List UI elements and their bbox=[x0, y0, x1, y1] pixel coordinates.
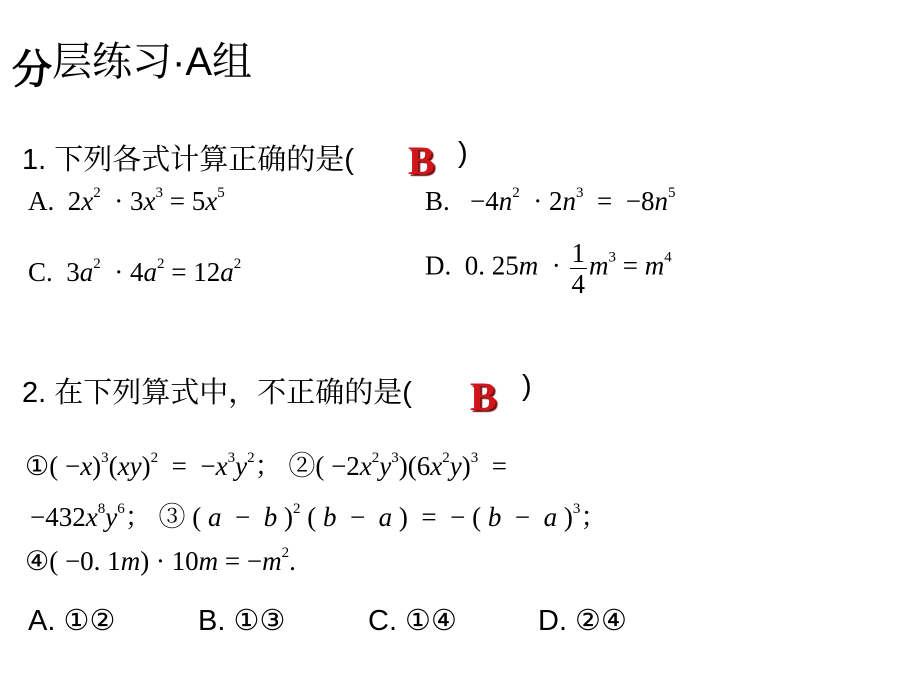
q1-option-c-label: C. bbox=[28, 257, 53, 287]
q1-close-paren: ) bbox=[458, 137, 468, 169]
q1-option-a: A. $2x^2 \cdot 3x^3 = 5x^5$ bbox=[28, 185, 225, 216]
q1-option-b: B. $-4n^2 \cdot 2n^3 = -8n^5$ bbox=[425, 185, 676, 216]
title-first-char: 分 bbox=[12, 48, 52, 92]
q1-stem-text: 1. 下列各式计算正确的是( bbox=[22, 144, 354, 176]
q2-answer: B bbox=[470, 374, 497, 419]
q1-option-c: C. $3a^2 \cdot 4a^2 = 12a^2$ bbox=[28, 256, 242, 287]
q2-expr-line-3: ④( −0. $1m) \cdot 10m = -m^2$. bbox=[25, 545, 296, 576]
q2-choice-a: A. ①② bbox=[28, 605, 116, 637]
q2-expr-line-1: ①( $-x)^3(xy)^2 = -x^3y^2$； ②( $-2x^2y^3)(6x^2y)^3$ = bbox=[25, 450, 507, 481]
q2-stem bbox=[22, 370, 412, 411]
q2-choice-d: D. ②④ bbox=[538, 605, 628, 637]
q1-stem bbox=[22, 137, 354, 178]
q1-option-a-label: A. bbox=[28, 186, 55, 216]
fraction-one-quarter: $\frac{1}{4}$ bbox=[571, 238, 585, 299]
q2-close-paren: ) bbox=[522, 370, 532, 402]
q1-answer: B bbox=[408, 138, 435, 183]
q2-choice-b: B. ①③ bbox=[198, 605, 286, 637]
page-title bbox=[12, 30, 252, 90]
q2-choice-c: C. ①④ bbox=[368, 605, 458, 637]
q2-expr-line-2: $-432x^8y^6$； ③ ( a − b )$^2$ ( b − a ) = − ( b − a )$^3$； bbox=[30, 501, 608, 532]
q2-stem-text: 2. 在下列算式中，不正确的是( bbox=[22, 377, 412, 409]
title-rest: 层练习·A组 bbox=[52, 40, 252, 84]
q1-option-d-label: D. bbox=[425, 250, 452, 281]
q1-option-d: D. 0. 25m · $\frac{1}{4}$ $m^3 = m^4$ bbox=[425, 238, 672, 299]
q1-option-b-label: B. bbox=[425, 186, 450, 216]
